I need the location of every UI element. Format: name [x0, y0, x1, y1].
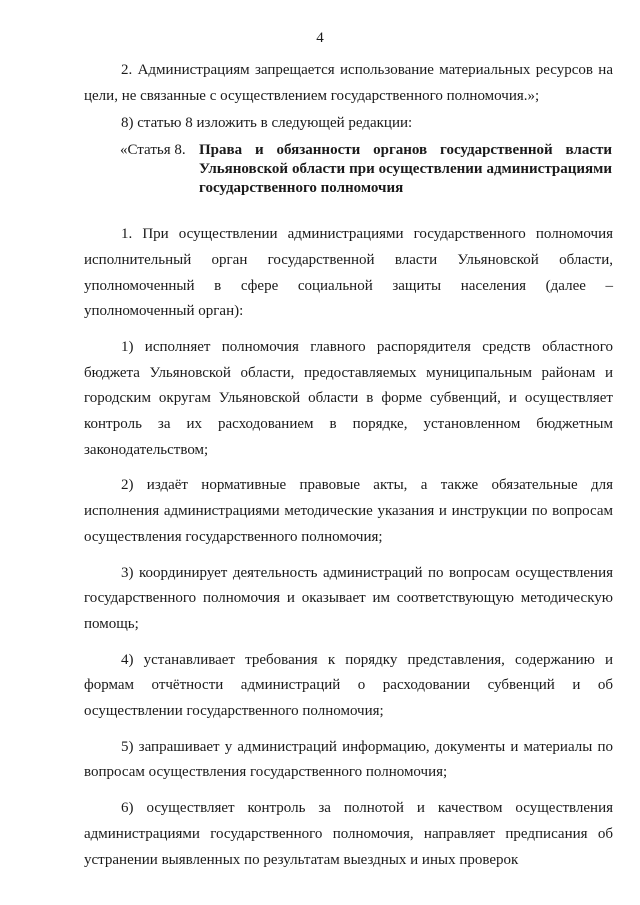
subclause-2: 2) издаёт нормативные правовые акты, а также обязательные для исполнения администрациями методические указания и инструкции по вопросам осуществления государственного полномочия;	[84, 477, 613, 545]
subclause-5: 5) запрашивает у администраций информацию, документы и материалы по вопросам осуществления государственного полномочия;	[84, 738, 613, 781]
article-label: «Статья 8.	[120, 142, 186, 159]
subclause-4: 4) устанавливает требования к порядку представления, содержанию и формам отчётности администраций о расходовании субвенций и об осуществлении государственного полномочия;	[84, 651, 613, 720]
article-title: Права и обязанности органов государственной власти Ульяновской области при осуществлении администрациями государственного полномочия	[199, 142, 612, 197]
document-body	[84, 58, 613, 873]
clause-1: 1. При осуществлении администрациями государственного полномочия исполнительный орган государственной власти Ульяновской области, уполномоченный в сфере социальной защиты населения (далее – уполномоченный орган):	[84, 226, 613, 320]
subclause-3: 3) координирует деятельность администраций по вопросам осуществления государственного полномочия и оказывает им соответствующую методическую помощь;	[84, 564, 613, 632]
paragraph-2: 2. Администрациям запрещается использование материальных ресурсов на цели, не связанные с осуществлением государственного полномочия.»;	[84, 62, 613, 104]
article-heading	[84, 141, 613, 198]
subclause-1: 1) исполняет полномочия главного распорядителя средств областного бюджета Ульяновской области, предоставляемых муниципальным районам и городским округам Ульяновской области в форме субвенций, и осуществляет контроль за их расходованием в порядке, установленном бюджетным законодательством;	[84, 338, 613, 458]
page-number: 4	[316, 30, 324, 46]
paragraph-amendment-8: 8) статью 8 изложить в следующей редакции:	[121, 115, 413, 132]
subclause-6: 6) осуществляет контроль за полнотой и качеством осуществления администрациями государственного полномочия, направляет предписания об устранении выявленных по результатам выездных и иных проверок	[84, 800, 613, 868]
